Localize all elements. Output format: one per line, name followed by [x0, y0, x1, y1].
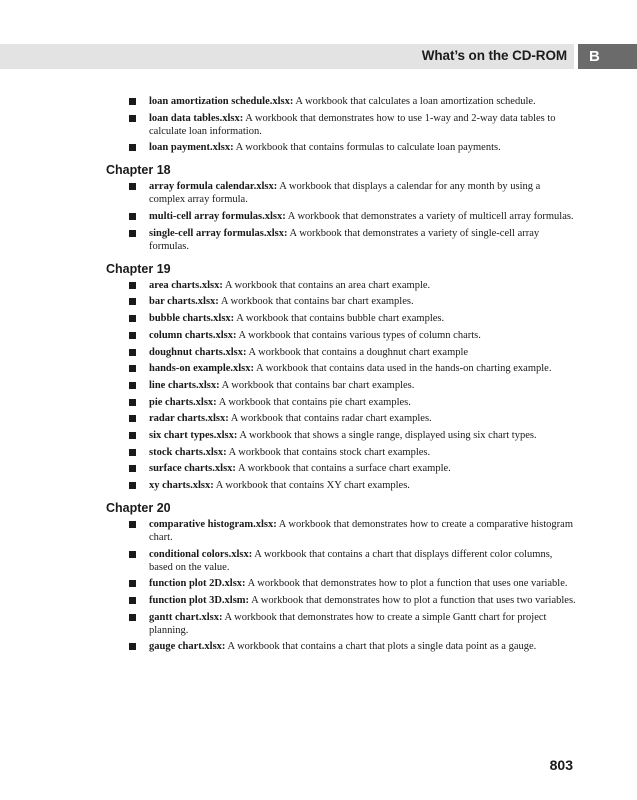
- intro-file-list: [106, 95, 576, 154]
- file-name: doughnut charts.xlsx:: [149, 346, 247, 358]
- square-bullet-icon: [129, 382, 136, 389]
- file-name: loan amortization schedule.xlsx:: [149, 96, 294, 107]
- file-description: A workbook that contains a doughnut chart example: [246, 346, 469, 358]
- list-item: [106, 594, 576, 607]
- list-item: [106, 462, 576, 475]
- file-description: A workbook that contains a surface chart example.: [235, 463, 451, 475]
- square-bullet-icon: [129, 144, 136, 151]
- file-name: pie charts.xlsx:: [149, 396, 217, 408]
- file-description: A workbook that demonstrates how to plot a function that uses two variables.: [249, 595, 576, 607]
- square-bullet-icon: [129, 98, 136, 105]
- file-description: A workbook that shows a single range, displayed using six chart types.: [237, 429, 537, 441]
- file-name: line charts.xlsx:: [149, 379, 220, 391]
- file-description: A workbook that contains bar chart examples.: [219, 379, 415, 391]
- chapter-sections: [106, 163, 576, 653]
- page-number: 803: [549, 757, 573, 773]
- list-item: [106, 210, 576, 223]
- square-bullet-icon: [129, 449, 136, 456]
- file-name: single-cell array formulas.xlsx:: [149, 227, 288, 239]
- square-bullet-icon: [129, 415, 136, 422]
- file-description: A workbook that contains various types of column charts.: [236, 329, 481, 341]
- file-name: loan payment.xlsx:: [149, 142, 234, 154]
- chapter-heading: Chapter 20: [106, 501, 171, 515]
- file-description: A workbook that contains bar chart examples.: [218, 296, 414, 308]
- list-item: [106, 479, 576, 492]
- list-item: [106, 548, 576, 574]
- file-name: function plot 3D.xlsm:: [149, 595, 250, 607]
- square-bullet-icon: [129, 349, 136, 356]
- list-item: [106, 279, 576, 292]
- list-item: [106, 379, 576, 392]
- file-description: A workbook that demonstrates how to create a simple Gantt chart for project planning.: [149, 611, 547, 636]
- file-name: loan data tables.xlsx:: [149, 112, 244, 124]
- file-name: surface charts.xlsx:: [149, 463, 236, 475]
- page-content: [106, 95, 576, 657]
- list-item: [106, 611, 576, 637]
- file-description: A workbook that demonstrates how to use 1-way and 2-way data tables to calculate loan information.: [149, 112, 556, 137]
- list-item: [106, 577, 576, 590]
- square-bullet-icon: [129, 315, 136, 322]
- list-item: [106, 95, 576, 108]
- file-name: conditional colors.xlsx:: [149, 548, 253, 560]
- file-description: A workbook that contains pie chart examples.: [216, 396, 411, 408]
- file-name: six chart types.xlsx:: [149, 429, 238, 441]
- file-description: A workbook that demonstrates a variety of single-cell array formulas.: [149, 227, 540, 252]
- chapter-heading: Chapter 18: [106, 163, 171, 178]
- file-name: array formula calendar.xlsx:: [149, 181, 278, 193]
- chapter-heading: Chapter 19: [106, 261, 171, 276]
- file-name: area charts.xlsx:: [149, 279, 223, 291]
- square-bullet-icon: [129, 580, 136, 587]
- square-bullet-icon: [129, 115, 136, 122]
- file-name: bubble charts.xlsx:: [149, 313, 235, 325]
- file-description: A workbook that demonstrates a variety of multicell array formulas.: [285, 211, 574, 223]
- file-description: A workbook that contains stock chart examples.: [226, 446, 431, 458]
- file-description: A workbook that contains bubble chart examples.: [234, 313, 445, 325]
- file-description: A workbook that contains XY chart examples.: [213, 480, 410, 491]
- chapter-section: [106, 163, 576, 252]
- file-description: A workbook that calculates a loan amortization schedule.: [293, 96, 536, 107]
- square-bullet-icon: [129, 643, 136, 650]
- list-item: [106, 227, 576, 253]
- file-description: A workbook that contains data used in the hands-on charting example.: [254, 363, 552, 375]
- file-name: gantt chart.xlsx:: [149, 611, 223, 623]
- square-bullet-icon: [129, 399, 136, 406]
- list-item: [106, 446, 576, 459]
- file-name: column charts.xlsx:: [149, 329, 237, 341]
- file-name: stock charts.xlsx:: [149, 446, 227, 458]
- running-header-title: What’s on the CD-ROM: [421, 48, 567, 63]
- file-description: A workbook that contains formulas to calculate loan payments.: [233, 142, 501, 154]
- square-bullet-icon: [129, 365, 136, 372]
- square-bullet-icon: [129, 332, 136, 339]
- file-description: A workbook that contains a chart that plots a single data point as a gauge.: [225, 641, 537, 653]
- square-bullet-icon: [129, 614, 136, 621]
- file-description: A workbook that demonstrates how to create a comparative histogram chart.: [149, 519, 573, 543]
- list-item: [106, 396, 576, 409]
- file-name: multi-cell array formulas.xlsx:: [149, 211, 286, 223]
- list-item: [106, 112, 576, 138]
- square-bullet-icon: [129, 465, 136, 472]
- square-bullet-icon: [129, 282, 136, 289]
- file-name: function plot 2D.xlsx:: [149, 578, 246, 590]
- chapter-file-list: [106, 279, 576, 492]
- file-description: A workbook that contains radar chart examples.: [228, 413, 432, 425]
- square-bullet-icon: [129, 551, 136, 558]
- list-item: [106, 518, 576, 544]
- file-name: gauge chart.xlsx:: [149, 641, 226, 653]
- file-description: A workbook that demonstrates how to plot a function that uses one variable.: [245, 578, 568, 590]
- file-name: comparative histogram.xlsx:: [149, 519, 277, 530]
- list-item: [106, 429, 576, 442]
- list-item: [106, 346, 576, 359]
- list-item: [106, 412, 576, 425]
- file-name: radar charts.xlsx:: [149, 413, 229, 425]
- list-item: [106, 180, 576, 206]
- square-bullet-icon: [129, 230, 136, 237]
- list-item: [106, 329, 576, 342]
- square-bullet-icon: [129, 213, 136, 220]
- square-bullet-icon: [129, 183, 136, 190]
- chapter-file-list: [106, 518, 576, 653]
- file-name: xy charts.xlsx:: [149, 480, 214, 491]
- chapter-file-list: [106, 180, 576, 252]
- square-bullet-icon: [129, 432, 136, 439]
- list-item: [106, 640, 576, 653]
- list-item: [106, 141, 576, 154]
- list-item: [106, 295, 576, 308]
- square-bullet-icon: [129, 521, 136, 528]
- file-description: A workbook that displays a calendar for any month by using a complex array formula.: [149, 181, 541, 206]
- file-description: A workbook that contains an area chart example.: [222, 279, 431, 291]
- file-name: bar charts.xlsx:: [149, 296, 219, 308]
- file-description: A workbook that contains a chart that displays different color columns, based on the value.: [149, 548, 553, 573]
- appendix-tab: B: [578, 44, 637, 69]
- list-item: [106, 312, 576, 325]
- square-bullet-icon: [129, 482, 136, 489]
- square-bullet-icon: [129, 298, 136, 305]
- chapter-section: [106, 501, 576, 653]
- chapter-section: [106, 262, 576, 492]
- list-item: [106, 362, 576, 375]
- square-bullet-icon: [129, 597, 136, 604]
- file-name: hands-on example.xlsx:: [149, 363, 255, 375]
